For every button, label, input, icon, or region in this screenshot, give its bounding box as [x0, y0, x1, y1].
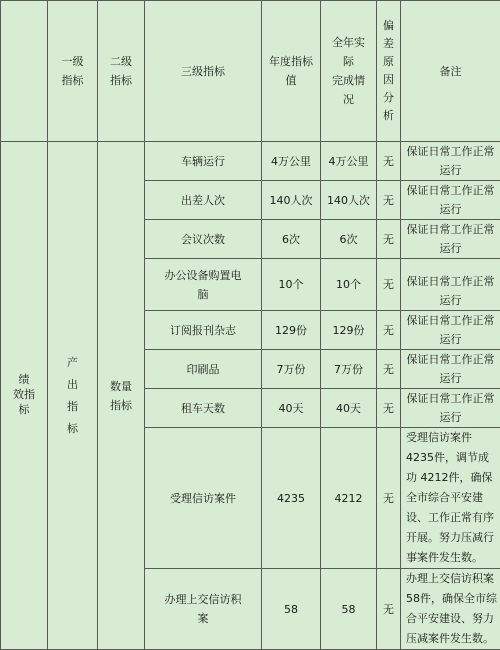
note: 保证日常工作正常运行 — [401, 389, 500, 428]
annual-target: 129份 — [262, 311, 321, 350]
annual-target: 4万公里 — [262, 142, 321, 181]
header-notes: 备注 — [401, 1, 500, 142]
actual-completion: 10个 — [321, 259, 377, 311]
deviation-reason: 无 — [377, 389, 401, 428]
deviation-reason: 无 — [377, 569, 401, 650]
indicator-name: 出差人次 — [145, 181, 262, 220]
header-blank — [1, 1, 48, 142]
actual-completion: 140人次 — [321, 181, 377, 220]
actual-completion: 6次 — [321, 220, 377, 259]
deviation-reason: 无 — [377, 350, 401, 389]
indicator-name: 租车天数 — [145, 389, 262, 428]
actual-completion: 4212 — [321, 428, 377, 569]
note: 保证日常工作正常运行 — [401, 350, 500, 389]
indicator-name: 印刷品 — [145, 350, 262, 389]
annual-target: 58 — [262, 569, 321, 650]
header-actual-completion: 全年实 际 完成情 况 — [321, 1, 377, 142]
output-indicator-label: 产 出 指 标 — [67, 352, 78, 440]
header-row — [1, 1, 500, 142]
actual-completion: 58 — [321, 569, 377, 650]
actual-completion: 4万公里 — [321, 142, 377, 181]
actual-completion: 129份 — [321, 311, 377, 350]
header-level1: 一级 指标 — [48, 1, 98, 142]
note: 保证日常工作正常运行 — [401, 259, 500, 311]
indicator-name: 办公设备购置电 脑 — [145, 259, 262, 311]
note: 保证日常工作正常运行 — [401, 181, 500, 220]
performance-indicator-cell — [1, 142, 48, 650]
actual-completion: 7万份 — [321, 350, 377, 389]
header-annual-target: 年度指标 值 — [262, 1, 321, 142]
indicator-name: 车辆运行 — [145, 142, 262, 181]
annual-target: 6次 — [262, 220, 321, 259]
deviation-reason: 无 — [377, 311, 401, 350]
deviation-reason: 无 — [377, 181, 401, 220]
note: 保证日常工作正常运行 — [401, 311, 500, 350]
indicator-name: 受理信访案件 — [145, 428, 262, 569]
annual-target: 10个 — [262, 259, 321, 311]
indicator-name: 订阅报刊杂志 — [145, 311, 262, 350]
note: 保证日常工作正常运行 — [401, 220, 500, 259]
annual-target: 7万份 — [262, 350, 321, 389]
performance-indicator-label: 绩 效指 标 — [13, 372, 35, 417]
note: 办理上交信访积案 58件，确保全市综合平安建设、努力压减案件发生数。 — [401, 569, 500, 650]
output-indicator-cell — [48, 142, 98, 650]
note: 受理信访案件 4235件，调节成功 4212件，确保全市综合平安建设、工作正常有序开展。努力压减行事案件发生数。 — [401, 428, 500, 569]
header-level3: 三级指标 — [145, 1, 262, 142]
indicator-name: 会议次数 — [145, 220, 262, 259]
table-row — [1, 142, 500, 181]
actual-completion: 40天 — [321, 389, 377, 428]
annual-target: 140人次 — [262, 181, 321, 220]
header-deviation-reason: 偏 差 原 因 分 析 — [377, 1, 401, 142]
annual-target: 4235 — [262, 428, 321, 569]
deviation-reason: 无 — [377, 428, 401, 569]
note: 保证日常工作正常运行 — [401, 142, 500, 181]
deviation-reason: 无 — [377, 259, 401, 311]
header-level2: 二级 指标 — [98, 1, 145, 142]
quantity-indicator-cell: 数量 指标 — [98, 142, 145, 650]
deviation-reason: 无 — [377, 220, 401, 259]
deviation-reason: 无 — [377, 142, 401, 181]
annual-target: 40天 — [262, 389, 321, 428]
indicator-name: 办理上交信访积 案 — [145, 569, 262, 650]
